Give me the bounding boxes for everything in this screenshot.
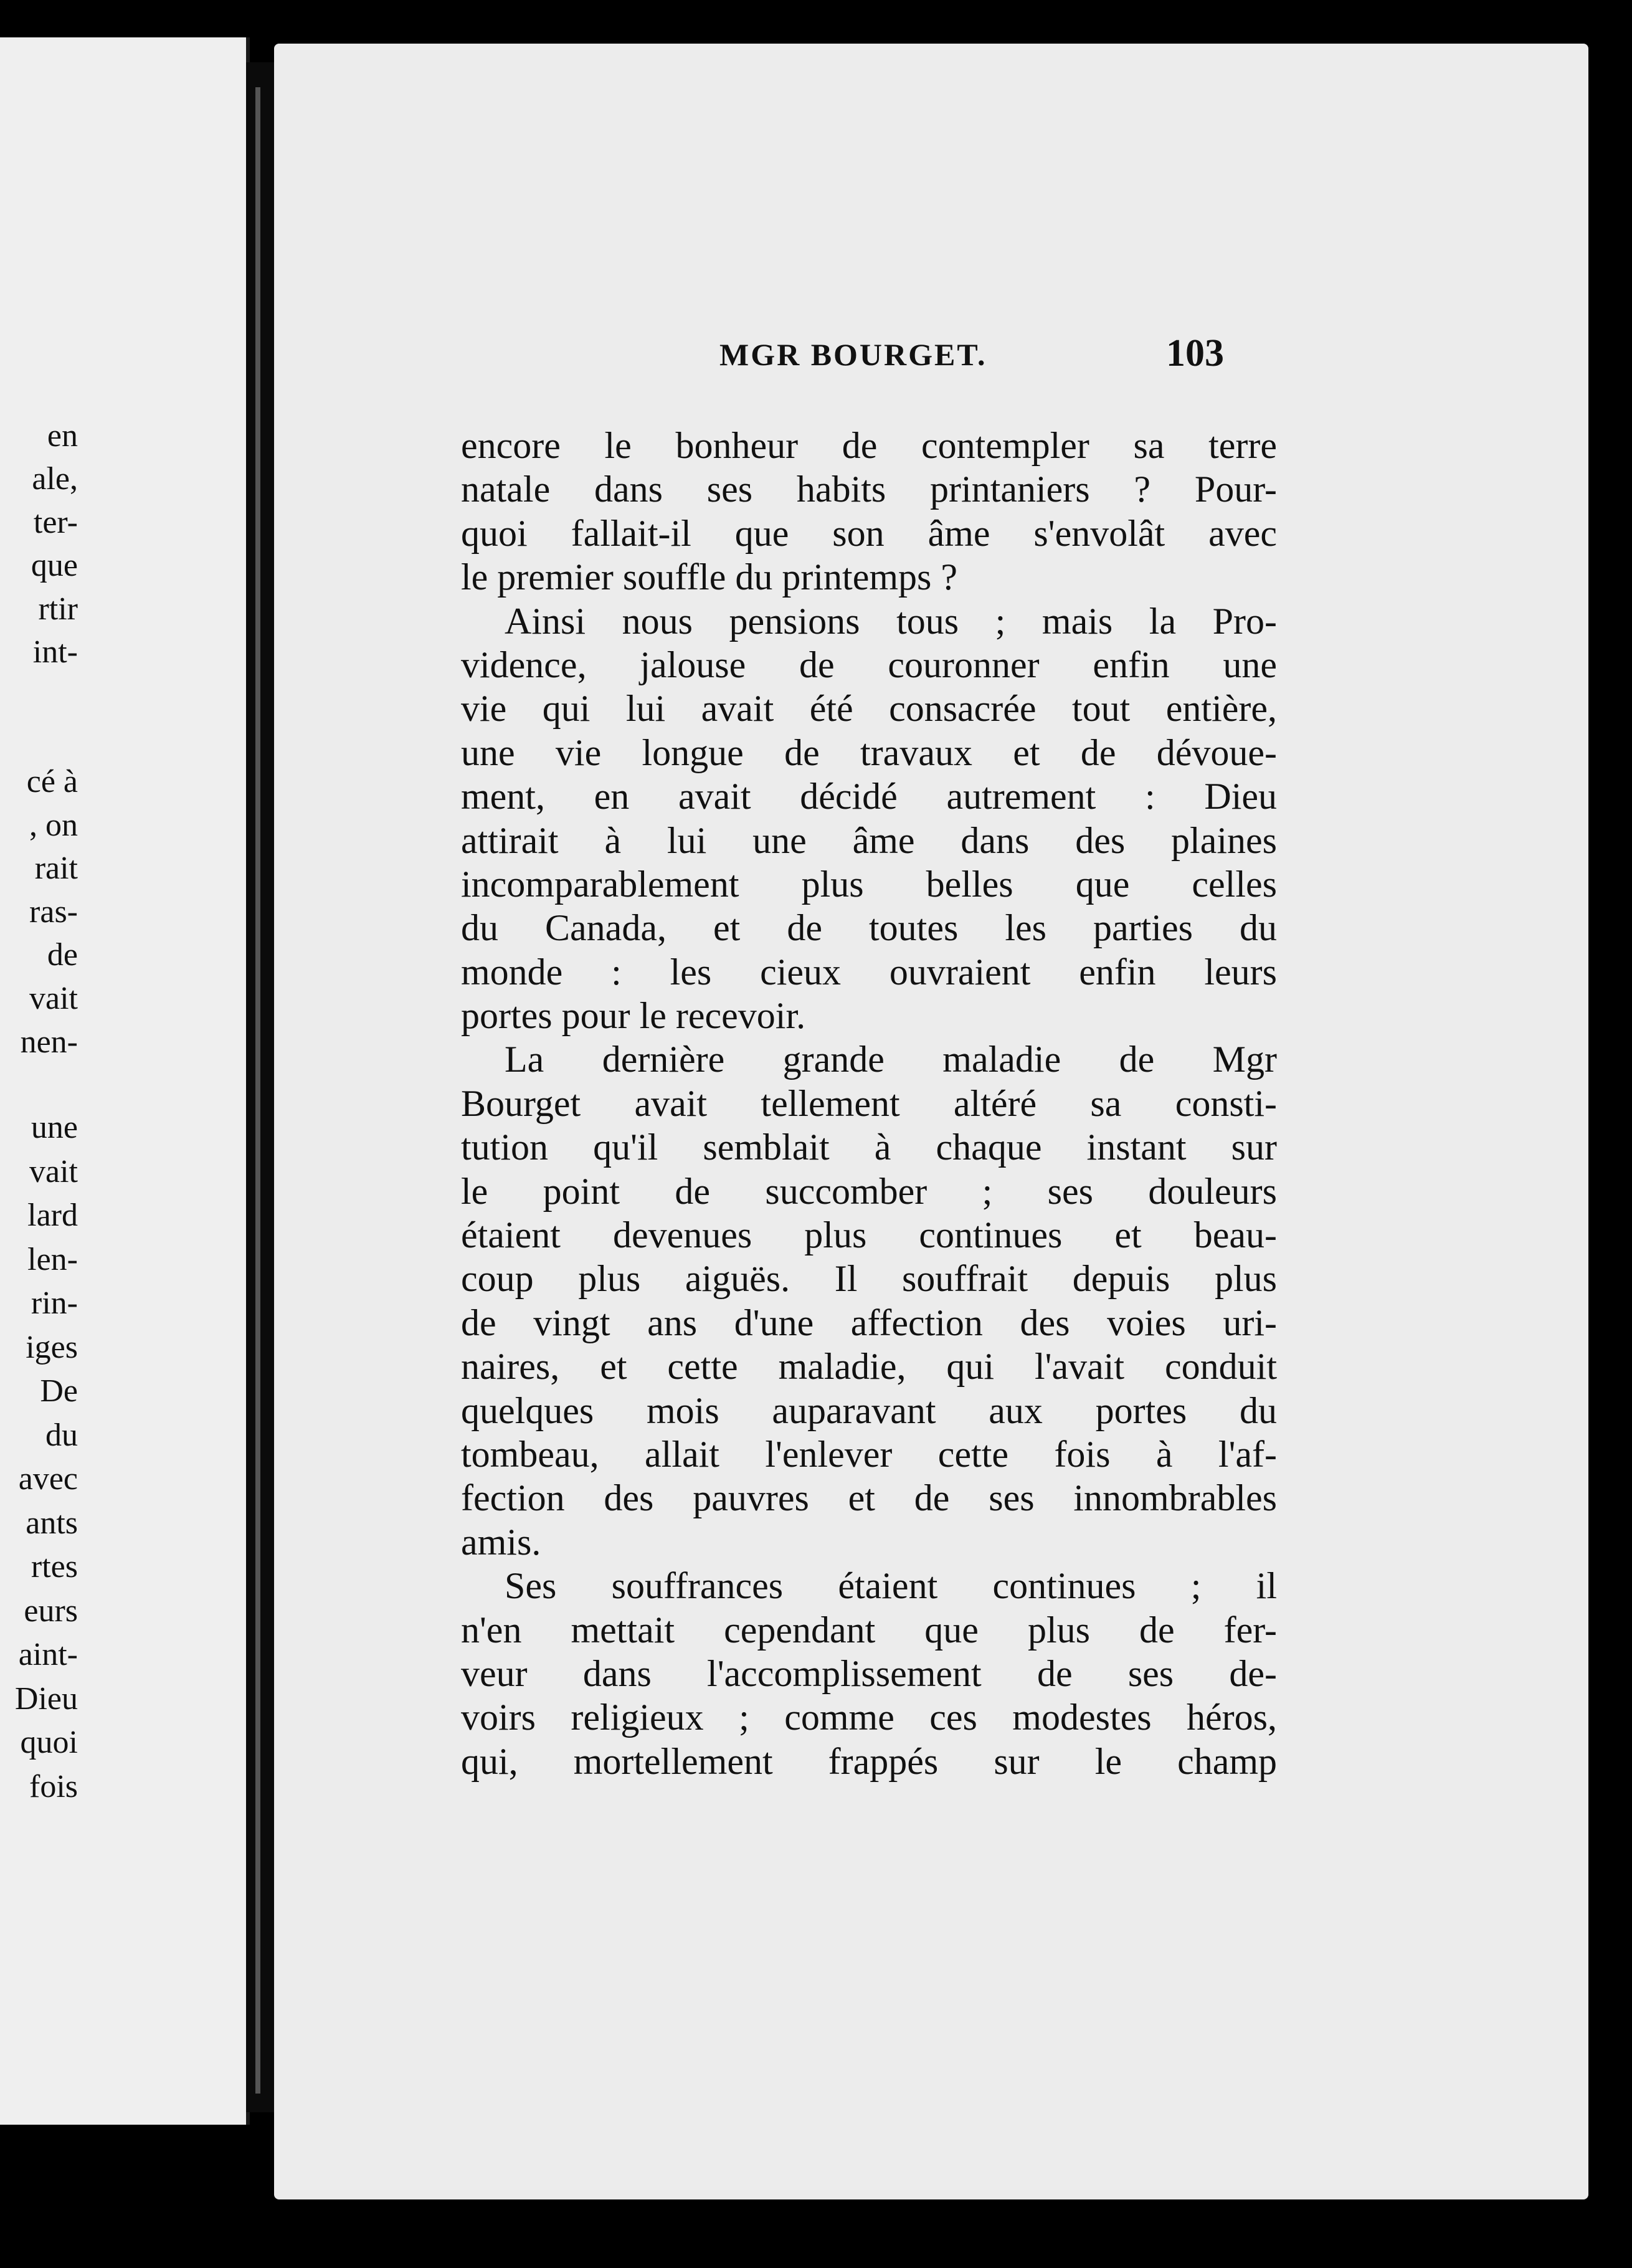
left-fragment-line: iges (26, 1329, 78, 1365)
left-fragment-line: une (31, 1110, 78, 1145)
previous-page-fragment (0, 37, 250, 2125)
text-line: voirs religieux ; comme ces modestes héros, (461, 1697, 1277, 1738)
left-fragment-line: , on (29, 807, 78, 843)
page-header (719, 332, 1280, 386)
left-fragment-line: De (40, 1373, 78, 1409)
left-fragment-line: vait (29, 980, 78, 1016)
text-line: fection des pauvres et de ses innombrables (461, 1477, 1277, 1519)
left-fragment-line: ter- (33, 504, 78, 540)
text-line: Bourget avait tellement altéré sa consti- (461, 1082, 1277, 1124)
text-line: naires, et cette maladie, qui l'avait conduit (461, 1346, 1277, 1388)
left-fragment-line: rin- (31, 1285, 78, 1321)
left-fragment-group-2 (0, 760, 78, 1064)
text-line: portes pour le recevoir. (461, 995, 806, 1037)
text-line: encore le bonheur de contempler sa terre (461, 425, 1277, 466)
left-fragment-line: ras- (29, 893, 78, 930)
text-line: attirait à lui une âme dans des plaines (461, 819, 1277, 861)
text-line: tution qu'il semblait à chaque instant sur (461, 1127, 1277, 1168)
text-line: Ainsi nous pensions tous ; mais la Pro- (505, 600, 1277, 642)
left-fragment-line: en (47, 418, 78, 454)
body-text (461, 424, 1277, 1783)
text-line: incomparablement plus belles que celles (461, 863, 1277, 905)
text-line: natale dans ses habits printaniers ? Pour- (461, 469, 1277, 510)
left-fragment-line: rtir (38, 591, 78, 627)
text-line: quoi fallait-il que son âme s'envolât avec (461, 512, 1277, 554)
left-fragment-line: cé à (26, 764, 78, 799)
left-fragment-line: rtes (31, 1549, 78, 1584)
left-fragment-group-1 (0, 414, 78, 674)
left-fragment-line: aint- (18, 1637, 78, 1672)
text-line: veur dans l'accomplissement de ses de- (461, 1652, 1277, 1694)
left-fragment-line: vait (29, 1153, 78, 1189)
text-line: de vingt ans d'une affection des voies uri- (461, 1302, 1277, 1343)
text-line: ment, en avait décidé autrement : Dieu (461, 776, 1277, 817)
left-fragment-line: nen- (20, 1024, 78, 1060)
text-line: du Canada, et de toutes les parties du (461, 907, 1277, 949)
text-line: coup plus aiguës. Il souffrait depuis plus (461, 1258, 1277, 1300)
text-line: le premier souffle du printemps ? (461, 556, 957, 598)
left-fragment-line: eurs (24, 1593, 78, 1629)
left-fragment-line: du (45, 1417, 78, 1453)
text-line: monde : les cieux ouvraient enfin leurs (461, 951, 1277, 993)
left-fragment-line: ale, (32, 461, 78, 497)
left-fragment-line: lard (27, 1198, 78, 1233)
left-fragment-line: ants (26, 1505, 78, 1541)
text-line: n'en mettait cependant que plus de fer- (461, 1609, 1277, 1651)
left-fragment-line: fois (29, 1768, 78, 1804)
left-fragment-line: Dieu (14, 1680, 78, 1717)
left-fragment-group-3 (0, 1106, 78, 1809)
page-number: 103 (1166, 332, 1224, 374)
left-fragment-line: quoi (20, 1725, 78, 1760)
text-line: quelques mois auparavant aux portes du (461, 1389, 1277, 1431)
text-line: qui, mortellement frappés sur le champ (461, 1740, 1277, 1782)
left-fragment-line: que (31, 548, 78, 584)
text-line: le point de succomber ; ses douleurs (461, 1170, 1277, 1212)
text-line: vie qui lui avait été consacrée tout entière, (461, 688, 1277, 730)
text-line: étaient devenues plus continues et beau- (461, 1214, 1277, 1256)
text-line: amis. (461, 1521, 541, 1563)
left-fragment-line: len- (27, 1241, 78, 1277)
text-line: vidence, jalouse de couronner enfin une (461, 644, 1277, 685)
text-line: La dernière grande maladie de Mgr (505, 1039, 1277, 1080)
left-fragment-line: int- (32, 634, 78, 670)
left-fragment-line: rait (34, 850, 78, 887)
left-fragment-line: de (47, 937, 78, 973)
text-line: Ses souffrances étaient continues ; il (505, 1565, 1277, 1607)
left-fragment-line: avec (18, 1461, 78, 1497)
text-line: une vie longue de travaux et de dévoue- (461, 731, 1277, 773)
running-head: MGR BOURGET. (719, 337, 987, 372)
text-line: tombeau, allait l'enlever cette fois à l'af- (461, 1433, 1277, 1475)
gutter-edge (255, 87, 260, 2094)
